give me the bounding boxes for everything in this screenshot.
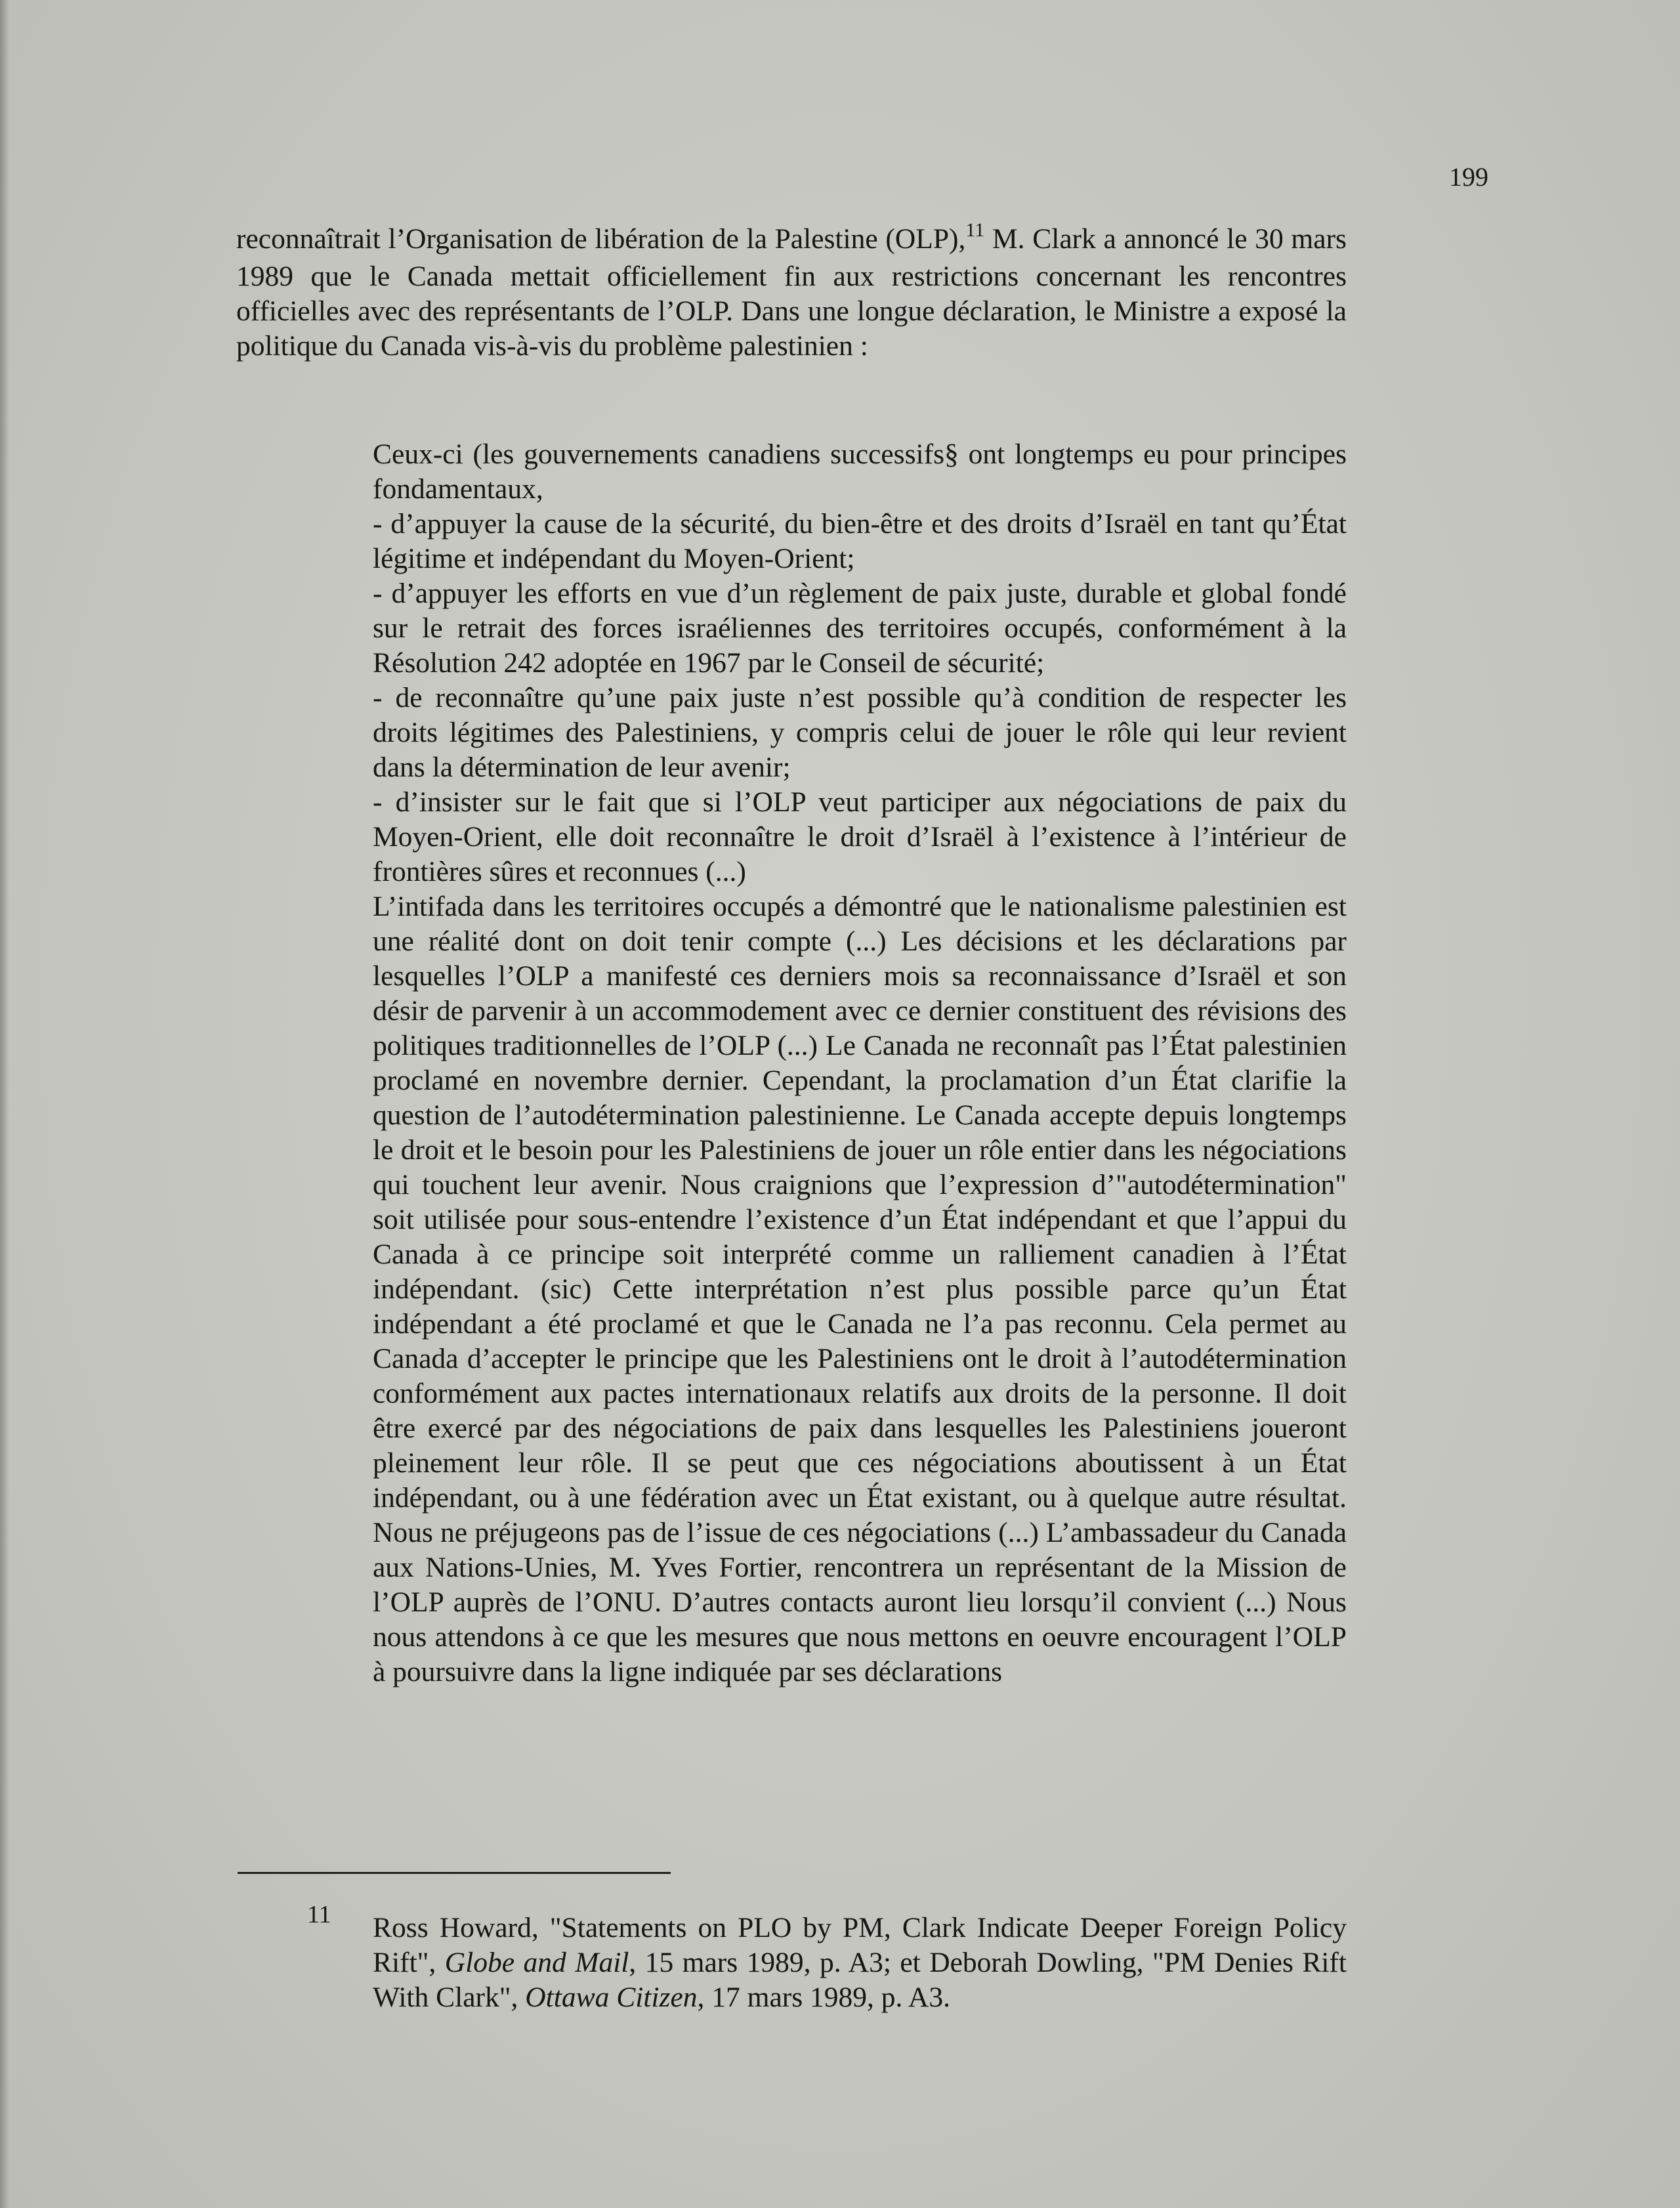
footnote-reference: 11 — [965, 219, 985, 241]
quote-principle-item: - d’insister sur le fait que si l’OLP veut participer aux négociations de paix du Moyen-Orient, elle doit reconnaître le droit d’Israël à l’existence à l’intérieur de frontières sûres et reconnues (...) — [373, 786, 1347, 887]
footnote-separator — [238, 1872, 671, 1874]
intro-paragraph — [236, 219, 1347, 364]
quote-closing: L’intifada dans les territoires occupés a démontré que le nationalisme palestinien est une réalité dont on doit tenir compte (...) Les décisions et les déclarations par lesquelles l’OLP a manifesté ces derniers mois sa reconnaissance d’Israël et son désir de parvenir à un accommodement avec ce dernier constituent des révisions des politiques traditionnelles de l’OLP (...) Le Canada ne reconnaît pas l’État palestinien proclamé en novembre dernier. Cependant, la proclamation d’un État clarifie la question de l’autodétermination palestinienne. Le Canada accepte depuis longtemps le droit et le besoin pour les Palestiniens de jouer un rôle entier dans les négociations qui touchent leur avenir. Nous craignions que l’expression d’"autodétermination" soit utilisée pour sous-entendre l’existence d’un État indépendant et que l’appui du Canada à ce principe soit interprété comme un ralliement canadien à l’État indépendant. (sic) Cette interprétation n’est plus possible parce qu’un État indépendant a été proclamé et que le Canada ne l’a pas reconnu. Cela permet au Canada d’accepter le principe que les Palestiniens ont le droit à l’autodétermination conformément aux pactes internationaux relatifs aux droits de la personne. Il doit être exercé par des négociations de paix dans lesquelles les Palestiniens joueront pleinement leur rôle. Il se peut que ces négociations aboutissent à un État indépendant, ou à une fédération avec un État existant, ou à quelque autre résultat. Nous ne préjugeons pas de l’issue de ces négociations (...) L’ambassadeur du Canada aux Nations-Unies, M. Yves Fortier, rencontrera un représentant de la Mission de l’OLP auprès de l’ONU. D’autres contacts auront lieu lorsqu’il convient (...) Nous nous attendons à ce que les mesures que nous mettons en oeuvre encouragent l’OLP à poursuivre dans la ligne indiquée par ses déclarations — [373, 891, 1347, 1688]
page-edge-shadow — [0, 0, 9, 2208]
footnote-number: 11 — [307, 1901, 331, 1928]
quote-opening: Ceux-ci (les gouvernements canadiens successifs§ ont longtemps eu pour principes fondamentaux, — [373, 438, 1347, 505]
intro-text-end: M. Clark a annoncé le 30 mars 1989 que le Canada mettait officiellement fin aux restrictions concernant les rencontres officielles avec des représentants de l’OLP. Dans une longue déclaration, le Ministre a exposé la politique du Canada vis-à-vis du problème palestinien : — [236, 223, 1347, 362]
quote-principle-item: - de reconnaître qu’une paix juste n’est possible qu’à condition de respecter les droits légitimes des Palestiniens, y compris celui de jouer le rôle qui leur revient dans la détermination de leur avenir; — [373, 682, 1347, 783]
page-number: 199 — [1449, 162, 1488, 192]
quote-principle-item: - d’appuyer les efforts en vue d’un règlement de paix juste, durable et global fondé sur le retrait des forces israéliennes des territoires occupés, conformément à la Résolution 242 adoptée en 1967 par le Conseil de sécurité; — [373, 578, 1347, 679]
intro-text — [236, 219, 1347, 364]
quote-principle-item: - d’appuyer la cause de la sécurité, du bien-être et des droits d’Israël en tant qu’État légitime et indépendant du Moyen-Orient; — [373, 508, 1347, 574]
footnote-part-2: , 15 mars 1989, p. A3; et Deborah Dowling, "PM Denies Rift With Clark", — [373, 1947, 1347, 2013]
footnote-part-3: , 17 mars 1989, p. A3. — [697, 1982, 950, 2013]
intro-text-start: reconnaîtrait l’Organisation de libération de la Palestine (OLP), — [236, 223, 966, 255]
footnote-part-1: Ross Howard, "Statements on PLO by PM, Clark Indicate Deeper Foreign Policy Rift", — [373, 1912, 1347, 1978]
footnote-source-1: Globe and Mail — [444, 1947, 629, 1978]
block-quote — [373, 437, 1347, 1689]
footnote-source-2: Ottawa Citizen — [525, 1982, 698, 2013]
footnote-text — [373, 1911, 1347, 2015]
